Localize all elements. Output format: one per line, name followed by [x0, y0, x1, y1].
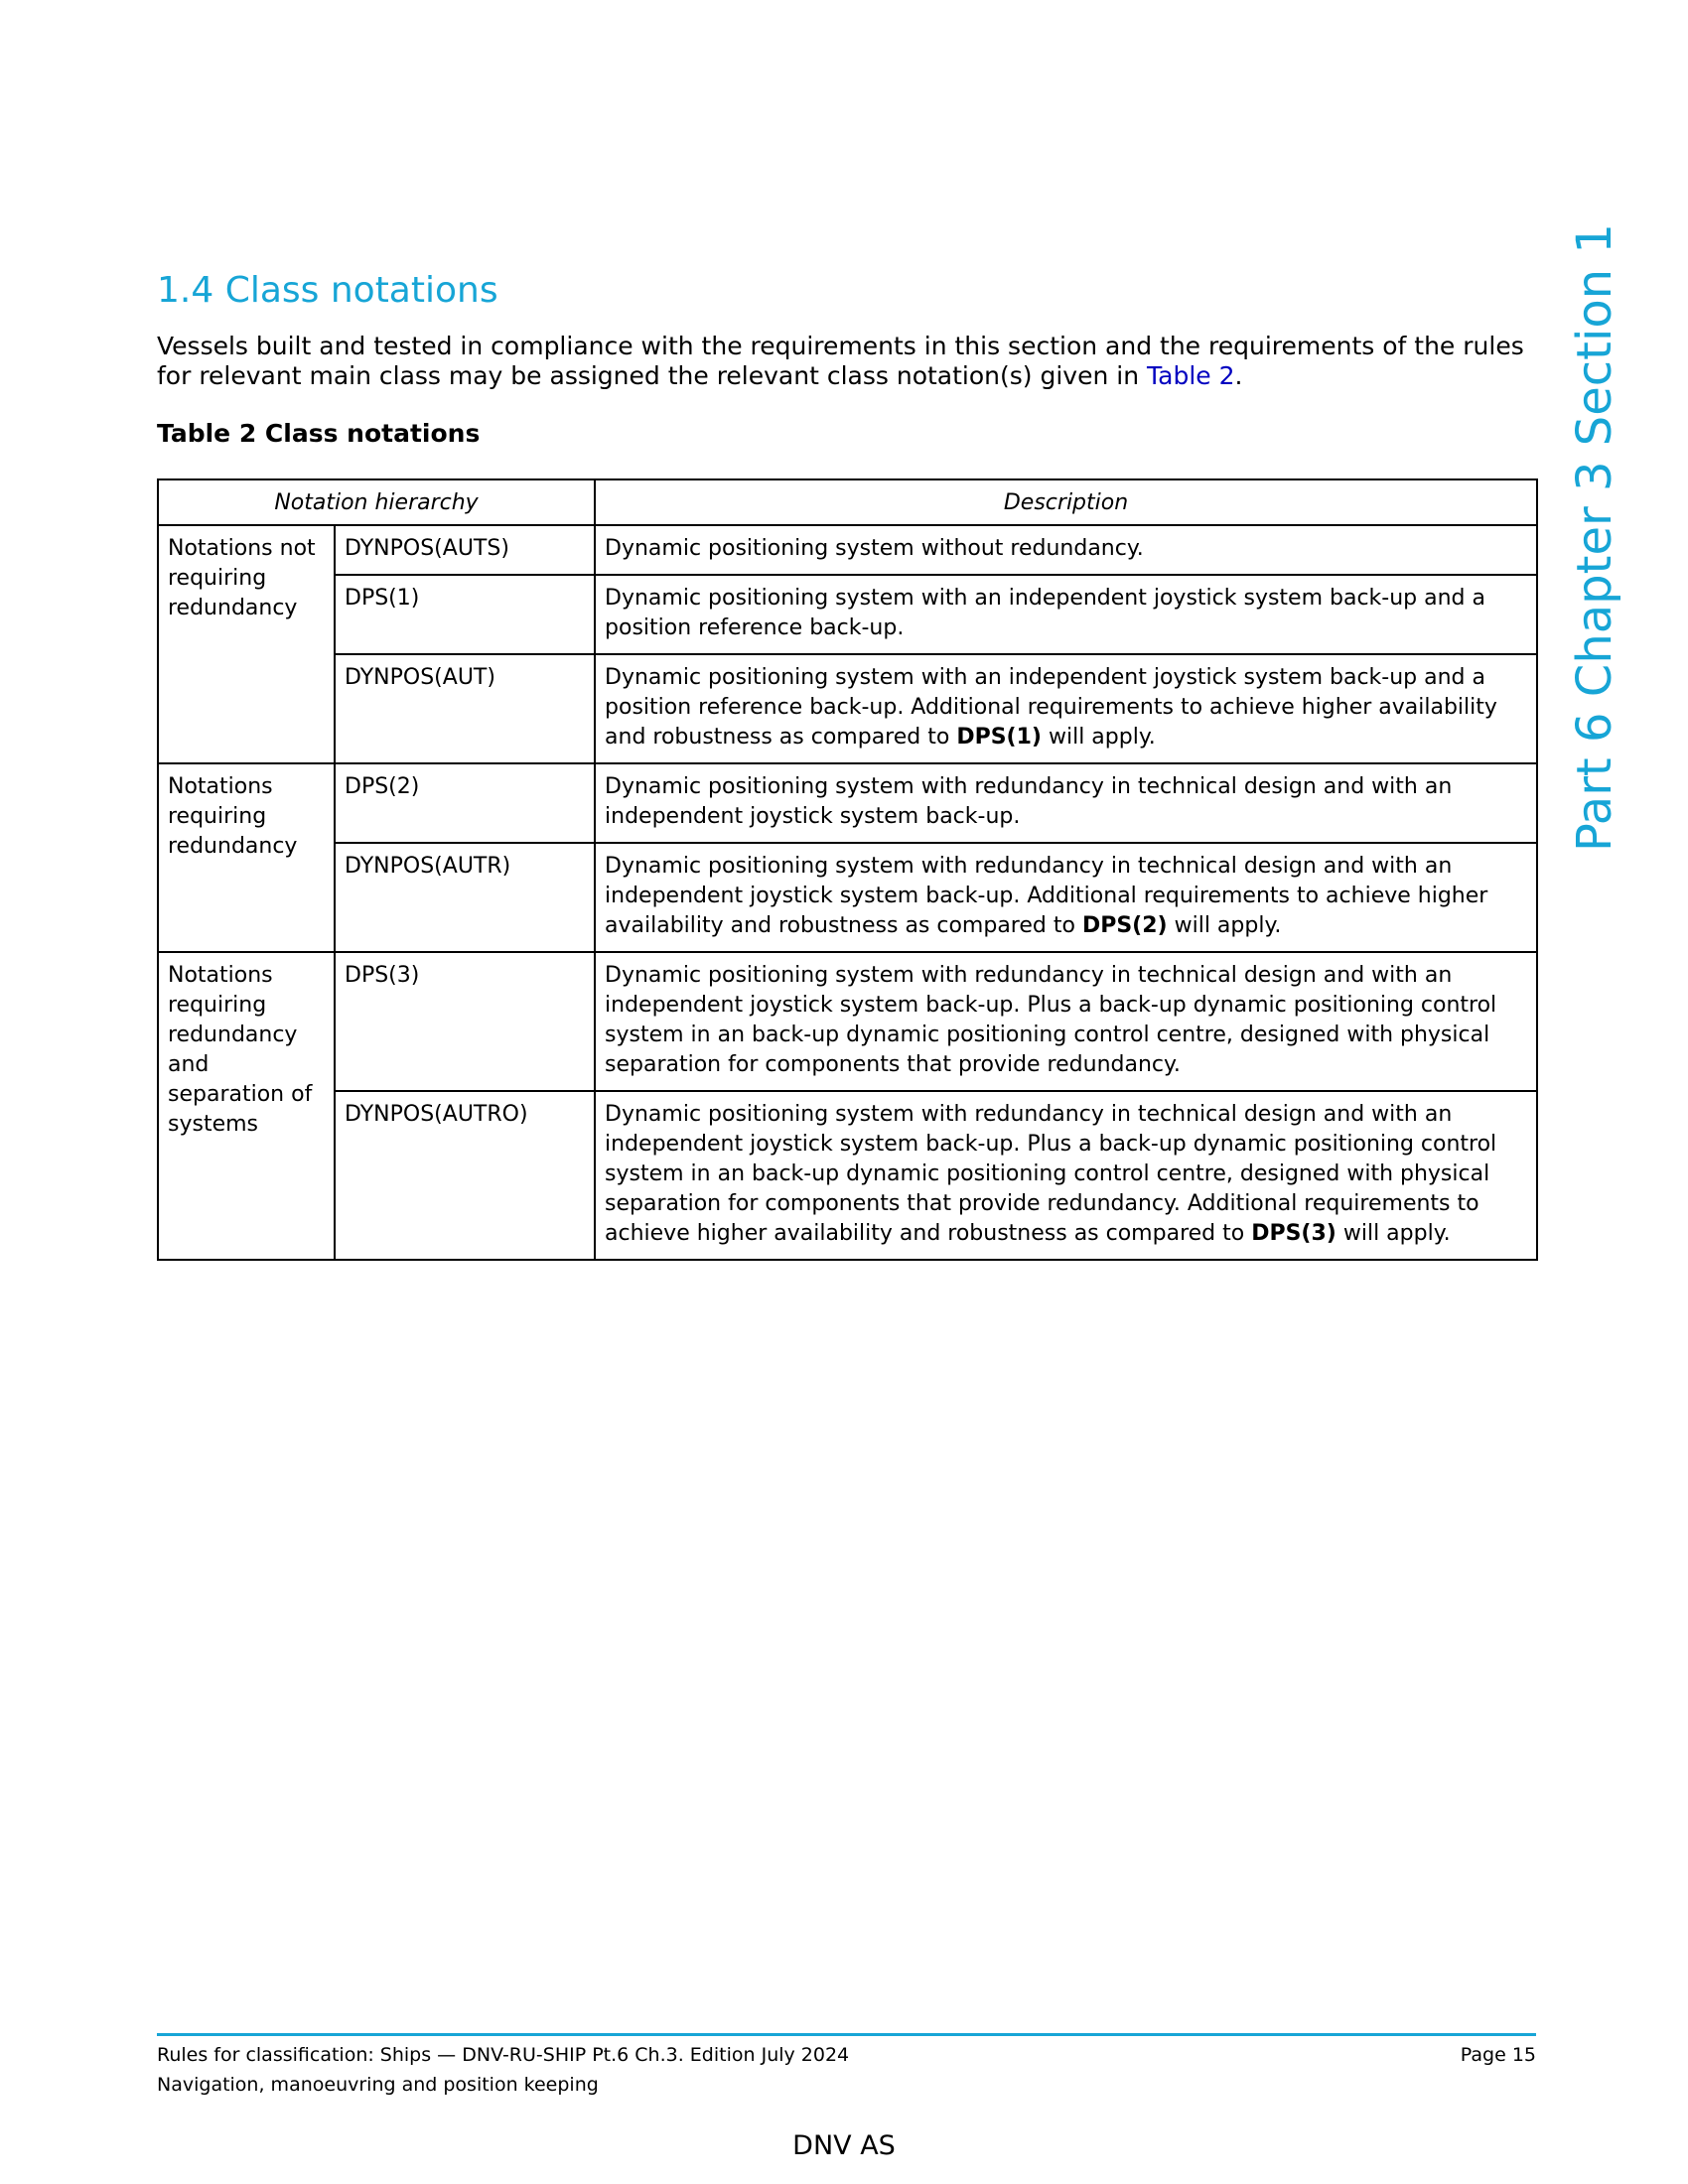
part-chapter-section-sidebar: Part 6 Chapter 3 Section 1	[1567, 223, 1622, 852]
footer-left	[157, 2040, 849, 2100]
header-description: Description	[595, 479, 1537, 525]
notation-code: DYNPOS(AUTRO)	[335, 1091, 595, 1260]
table-header-row	[158, 479, 1537, 525]
intro-text: Vessels built and tested in compliance with the requirements in this section and the requirements of the rules for relevant main class may be assigned the relevant class notation(s) given in	[157, 332, 1524, 390]
page-number: Page 15	[1460, 2044, 1536, 2066]
group-label: Notations not requiring redundancy	[158, 525, 335, 763]
intro-paragraph	[157, 332, 1537, 391]
table-row	[158, 575, 1537, 654]
footer-rules-title: Rules for classification: Ships — DNV-RU-SHIP Pt.6 Ch.3. Edition July 2024	[157, 2044, 850, 2066]
table-row	[158, 952, 1537, 1091]
table-row	[158, 654, 1537, 763]
notation-code: DPS(3)	[335, 952, 595, 1091]
notation-code: DYNPOS(AUT)	[335, 654, 595, 763]
notation-description: Dynamic positioning system without redundancy.	[595, 525, 1537, 575]
table-caption: Table 2 Class notations	[157, 419, 481, 448]
table-2-link[interactable]: Table 2	[1147, 361, 1235, 390]
notation-code: DPS(2)	[335, 763, 595, 843]
header-notation-hierarchy: Notation hierarchy	[158, 479, 595, 525]
notation-description: Dynamic positioning system with redundancy in technical design and with an independent joystick system back-up. Additional requirements to achieve higher availability and robustness as compared to DPS(2) will apply.	[595, 843, 1537, 952]
table-row	[158, 1091, 1537, 1260]
notation-code: DYNPOS(AUTR)	[335, 843, 595, 952]
intro-end: .	[1234, 361, 1243, 390]
notation-description: Dynamic positioning system with an independent joystick system back-up and a position reference back-up. Additional requirements to achieve higher availability and robustness as compared to DPS(1) will apply.	[595, 654, 1537, 763]
class-notations-table	[157, 478, 1538, 1261]
footer-divider	[157, 2033, 1536, 2036]
section-heading: 1.4 Class notations	[157, 270, 498, 311]
table-row	[158, 763, 1537, 843]
table-row	[158, 843, 1537, 952]
notation-code: DYNPOS(AUTS)	[335, 525, 595, 575]
notation-description: Dynamic positioning system with an independent joystick system back-up and a position reference back-up.	[595, 575, 1537, 654]
notation-code: DPS(1)	[335, 575, 595, 654]
company-name: DNV AS	[792, 2130, 896, 2161]
table-row	[158, 525, 1537, 575]
notation-description: Dynamic positioning system with redundancy in technical design and with an independent joystick system back-up.	[595, 763, 1537, 843]
notation-description: Dynamic positioning system with redundancy in technical design and with an independent joystick system back-up. Plus a back-up dynamic positioning control system in an back-up dynamic positioning control centre, designed with physical separation for components that provide redundancy.	[595, 952, 1537, 1091]
group-label: Notations requiring redundancy	[158, 763, 335, 952]
group-label: Notations requiring redundancy and separation of systems	[158, 952, 335, 1260]
notation-description: Dynamic positioning system with redundancy in technical design and with an independent joystick system back-up. Plus a back-up dynamic positioning control system in an back-up dynamic positioning control centre, designed with physical separation for components that provide redundancy. Additional requirements to achieve higher availability and robustness as compared to DPS(3) will apply.	[595, 1091, 1537, 1260]
footer-subtitle: Navigation, manoeuvring and position keeping	[157, 2074, 599, 2096]
